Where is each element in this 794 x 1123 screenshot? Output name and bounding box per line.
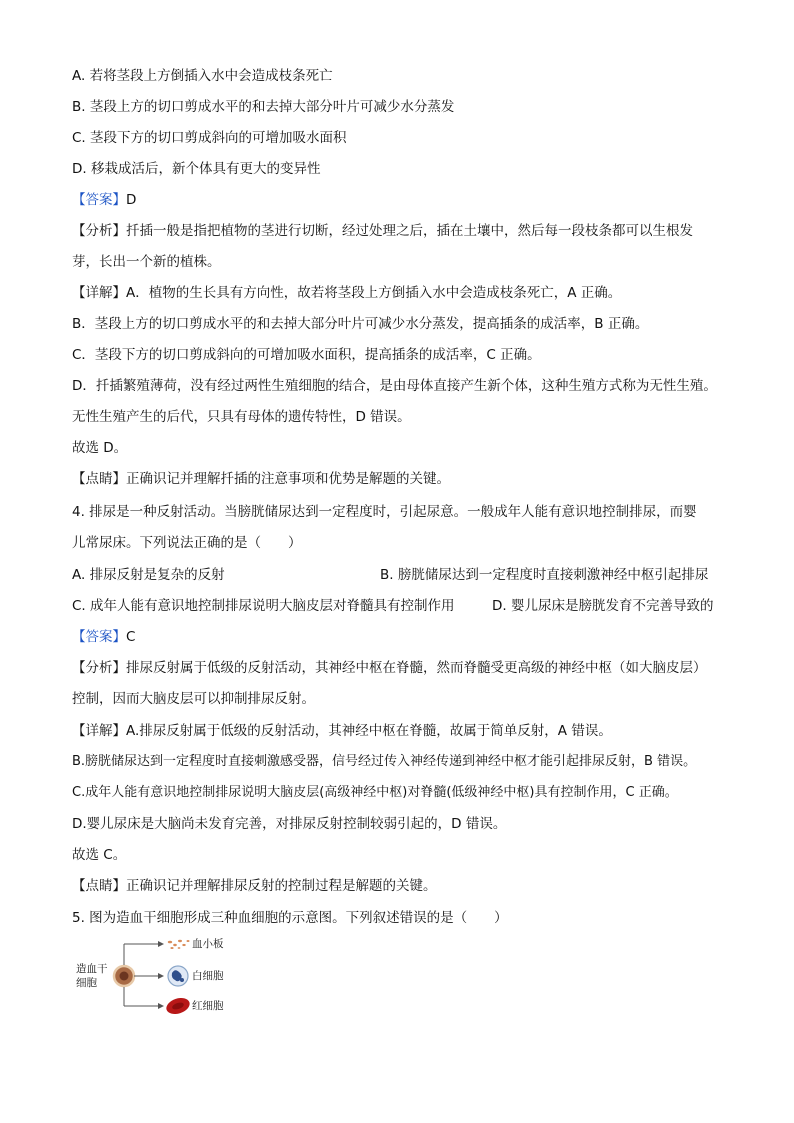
stem-cell-icon — [114, 966, 134, 986]
q4-detail-line1 — [72, 721, 612, 741]
detail-text: A.排尿反射属于低级的反射活动，其神经中枢在脊髓，故属于简单反射，A 错误。 — [126, 723, 612, 739]
q4-answer — [72, 627, 135, 647]
q3-option-b: B. 茎段上方的切口剪成水平的和去掉大部分叶片可减少水分蒸发 — [72, 99, 455, 115]
answer-value: D — [126, 192, 137, 208]
q3-detail-line1 — [72, 283, 621, 303]
red-blood-cell-icon — [164, 995, 191, 1016]
answer-value: C — [126, 629, 136, 645]
q3-detail-line4: D．扦插繁殖薄荷，没有经过两性生殖细胞的结合，是由母体直接产生新个体，这种生殖方式称为无性生殖。 — [72, 378, 717, 394]
detail-tag: 【详解】 — [72, 723, 126, 739]
q3-choice: 故选 D。 — [72, 440, 128, 456]
q3-option-d: D. 移栽成活后，新个体具有更大的变异性 — [72, 161, 321, 177]
q4-choice: 故选 C。 — [72, 847, 127, 863]
q3-comment — [72, 469, 450, 489]
q4-analysis-line2: 控制，因而大脑皮层可以抑制排尿反射。 — [72, 691, 315, 707]
q4-detail-line4: D.婴儿尿床是大脑尚未发育完善，对排尿反射控制较弱引起的，D 错误。 — [72, 816, 507, 832]
analysis-tag: 【分析】 — [72, 223, 126, 239]
analysis-text: 排尿反射属于低级的反射活动，其神经中枢在脊髓，然而脊髓受更高级的神经中枢（如大脑皮层） — [126, 660, 707, 676]
blood-cell-diagram — [72, 936, 272, 1016]
q5-stem: 5. 图为造血干细胞形成三种血细胞的示意图。下列叙述错误的是（ ） — [72, 910, 508, 926]
q4-stem-line1: 4. 排尿是一种反射活动。当膀胱储尿达到一定程度时，引起尿意。一般成年人能有意识地控制排尿，而婴 — [72, 504, 697, 520]
comment-text: 正确识记并理解排尿反射的控制过程是解题的关键。 — [126, 878, 437, 894]
q3-detail-line3: C．茎段下方的切口剪成斜向的可增加吸水面积，提高插条的成活率，C 正确。 — [72, 347, 541, 363]
analysis-tag: 【分析】 — [72, 660, 126, 676]
answer-tag: 【答案】 — [72, 192, 126, 208]
answer-tag: 【答案】 — [72, 629, 126, 645]
q3-option-a: A. 若将茎段上方倒插入水中会造成枝条死亡 — [72, 68, 333, 84]
diagram-graphic — [72, 936, 272, 1016]
q3-detail-line2: B．茎段上方的切口剪成水平的和去掉大部分叶片可减少水分蒸发，提高插条的成活率，B 正确。 — [72, 316, 649, 332]
analysis-text: 扦插一般是指把植物的茎进行切断，经过处理之后，插在土壤中，然后每一段枝条都可以生根发 — [126, 223, 693, 239]
detail-tag: 【详解】 — [72, 285, 126, 301]
q4-option-d: D. 婴儿尿床是膀胱发育不完善导致的 — [492, 598, 714, 614]
detail-text: A．植物的生长具有方向性，故若将茎段上方倒插入水中会造成枝条死亡，A 正确。 — [126, 285, 622, 301]
q3-option-c: C. 茎段下方的切口剪成斜向的可增加吸水面积 — [72, 130, 347, 146]
q4-option-a: A. 排尿反射是复杂的反射 — [72, 567, 225, 583]
q4-analysis-line1 — [72, 658, 707, 678]
red-blood-cell-label: 红细胞 — [192, 1000, 224, 1012]
q4-option-b: B. 膀胱储尿达到一定程度时直接刺激神经中枢引起排尿 — [380, 567, 709, 583]
q4-detail-line2: B.膀胱储尿达到一定程度时直接刺激感受器，信号经过传入神经传递到神经中枢才能引起排尿反射，B 错误。 — [72, 754, 697, 769]
q3-answer — [72, 190, 136, 210]
q3-analysis-line2: 芽，长出一个新的植株。 — [72, 254, 221, 270]
white-blood-cell-label: 白细胞 — [192, 970, 224, 982]
q4-option-c: C. 成年人能有意识地控制排尿说明大脑皮层对脊髓具有控制作用 — [72, 598, 455, 614]
comment-tag: 【点睛】 — [72, 878, 126, 894]
stem-cell-label: 造血干细胞 — [76, 963, 108, 989]
platelet-icon — [168, 940, 190, 949]
comment-tag: 【点睛】 — [72, 471, 126, 487]
q4-comment — [72, 876, 437, 896]
q3-detail-line5: 无性生殖产生的后代，只具有母体的遗传特性，D 错误。 — [72, 409, 411, 425]
arrow-heads — [158, 941, 164, 1009]
q3-analysis-line1 — [72, 221, 693, 241]
q4-stem-line2: 儿常尿床。下列说法正确的是（ ） — [72, 535, 302, 551]
platelet-label: 血小板 — [192, 938, 224, 950]
white-blood-cell-icon — [168, 966, 188, 986]
q4-detail-line3: C.成年人能有意识地控制排尿说明大脑皮层(高级神经中枢)对脊髓(低级神经中枢)具有控制作用，C 正确。 — [72, 785, 678, 800]
comment-text: 正确识记并理解扦插的注意事项和优势是解题的关键。 — [126, 471, 450, 487]
